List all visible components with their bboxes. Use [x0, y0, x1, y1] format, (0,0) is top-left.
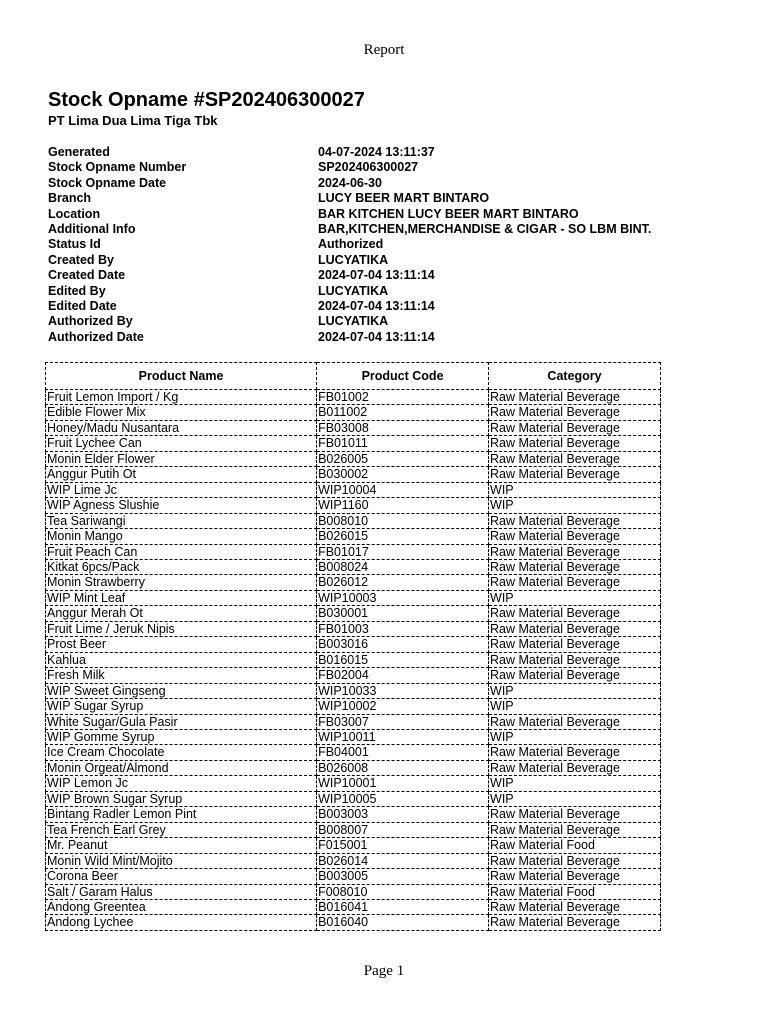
table-row — [46, 776, 661, 791]
meta-row — [48, 253, 668, 268]
table-row — [46, 559, 661, 574]
product-code-cell: B030001 — [317, 606, 489, 621]
table-row — [46, 915, 661, 930]
table-row — [46, 436, 661, 451]
product-code-cell: F015001 — [317, 838, 489, 853]
meta-value: LUCYATIKA — [318, 283, 389, 298]
product-code-cell: WIP10002 — [317, 699, 489, 714]
product-code-cell: WIP10011 — [317, 729, 489, 744]
meta-label: Edited By — [48, 283, 106, 298]
meta-label: Generated — [48, 145, 110, 159]
metadata-section — [48, 145, 668, 345]
table-row — [46, 390, 661, 405]
product-code-cell: B026015 — [317, 529, 489, 544]
table-header-row — [46, 363, 661, 390]
meta-label: Stock Opname Date — [48, 175, 167, 190]
product-code-cell: B026005 — [317, 451, 489, 466]
product-code-cell: B008010 — [317, 513, 489, 528]
meta-row — [48, 299, 668, 314]
meta-label: Stock Opname Number — [48, 160, 187, 175]
meta-label: Authorized By — [48, 314, 133, 329]
product-code-cell: FB04001 — [317, 745, 489, 760]
meta-label: Edited Date — [48, 298, 117, 313]
meta-label: Authorized Date — [48, 329, 144, 344]
product-code-cell: B003016 — [317, 637, 489, 652]
category-cell: Raw Material Beverage — [489, 544, 661, 559]
table-row — [46, 869, 661, 884]
product-name-cell: Salt / Garam Halus — [46, 884, 317, 899]
meta-row — [48, 191, 668, 206]
product-name-cell: WIP Sugar Syrup — [46, 699, 317, 714]
product-name-cell: Anggur Putih Ot — [46, 467, 317, 482]
product-code-cell: B016015 — [317, 652, 489, 667]
product-name-cell: Kahlua — [46, 652, 317, 667]
product-name-cell: WIP Mint Leaf — [46, 590, 317, 605]
category-cell: Raw Material Beverage — [489, 915, 661, 930]
meta-row — [48, 314, 668, 329]
category-cell: Raw Material Beverage — [489, 451, 661, 466]
category-cell: Raw Material Beverage — [489, 668, 661, 683]
product-code-cell: B026012 — [317, 575, 489, 590]
product-code-cell: B003005 — [317, 869, 489, 884]
product-code-cell: B016041 — [317, 899, 489, 914]
meta-value: SP202406300027 — [318, 160, 419, 175]
meta-row — [48, 268, 668, 283]
category-cell: WIP — [489, 590, 661, 605]
product-name-cell: Andong Lychee — [46, 915, 317, 930]
table-body — [46, 390, 661, 931]
product-code-cell: B016040 — [317, 915, 489, 930]
table-row — [46, 699, 661, 714]
product-name-cell: WIP Lemon Jc — [46, 776, 317, 791]
stock-table — [45, 362, 661, 931]
meta-label: Status Id — [48, 237, 101, 252]
table-row — [46, 745, 661, 760]
category-cell: WIP — [489, 498, 661, 513]
category-cell: Raw Material Beverage — [489, 621, 661, 636]
category-cell: WIP — [489, 482, 661, 497]
table-row — [46, 884, 661, 899]
product-code-cell: FB03007 — [317, 714, 489, 729]
meta-row — [48, 284, 668, 299]
table-row — [46, 575, 661, 590]
product-code-cell: WIP10001 — [317, 776, 489, 791]
table-row — [46, 652, 661, 667]
category-cell: WIP — [489, 683, 661, 698]
category-cell: Raw Material Beverage — [489, 869, 661, 884]
product-name-cell: Monin Elder Flower — [46, 451, 317, 466]
product-name-cell: White Sugar/Gula Pasir — [46, 714, 317, 729]
meta-row — [48, 222, 668, 237]
category-cell: Raw Material Beverage — [489, 390, 661, 405]
category-cell: Raw Material Beverage — [489, 575, 661, 590]
meta-label: Additional Info — [48, 221, 136, 236]
meta-label: Location — [48, 206, 101, 221]
product-name-cell: Monin Strawberry — [46, 575, 317, 590]
table-row — [46, 544, 661, 559]
product-code-cell: FB02004 — [317, 668, 489, 683]
category-cell: Raw Material Beverage — [489, 760, 661, 775]
table-row — [46, 807, 661, 822]
product-code-cell: FB01003 — [317, 621, 489, 636]
column-header-product-name: Product Name — [46, 363, 317, 390]
table-row — [46, 529, 661, 544]
product-name-cell: Fruit Lemon Import / Kg — [46, 390, 317, 405]
meta-value: 2024-07-04 13:11:14 — [318, 298, 435, 313]
product-code-cell: FB01002 — [317, 390, 489, 405]
company-name: PT Lima Dua Lima Tiga Tbk — [48, 113, 218, 128]
product-name-cell: WIP Sweet Gingseng — [46, 683, 317, 698]
category-cell: Raw Material Beverage — [489, 807, 661, 822]
product-name-cell: Tea French Earl Grey — [46, 822, 317, 837]
table-row — [46, 467, 661, 482]
product-name-cell: WIP Brown Sugar Syrup — [46, 791, 317, 806]
table-row — [46, 853, 661, 868]
category-cell: Raw Material Beverage — [489, 652, 661, 667]
category-cell: Raw Material Beverage — [489, 822, 661, 837]
meta-value: Authorized — [318, 237, 384, 252]
table-row — [46, 498, 661, 513]
product-name-cell: Fruit Peach Can — [46, 544, 317, 559]
meta-value: LUCY BEER MART BINTARO — [318, 191, 490, 206]
meta-value: 2024-06-30 — [318, 175, 382, 190]
product-code-cell: FB01017 — [317, 544, 489, 559]
product-code-cell: B026008 — [317, 760, 489, 775]
product-code-cell: B008007 — [317, 822, 489, 837]
product-name-cell: Kitkat 6pcs/Pack — [46, 559, 317, 574]
meta-value: 04-07-2024 13:11:37 — [318, 145, 435, 159]
category-cell: Raw Material Food — [489, 838, 661, 853]
product-code-cell: B011002 — [317, 405, 489, 420]
product-name-cell: WIP Lime Jc — [46, 482, 317, 497]
column-header-category: Category — [489, 363, 661, 390]
category-cell: Raw Material Beverage — [489, 899, 661, 914]
product-code-cell: F008010 — [317, 884, 489, 899]
product-code-cell: FB03008 — [317, 420, 489, 435]
category-cell: Raw Material Beverage — [489, 637, 661, 652]
product-name-cell: WIP Gomme Syrup — [46, 729, 317, 744]
product-name-cell: Ice Cream Chocolate — [46, 745, 317, 760]
page-header: Report — [363, 42, 405, 58]
product-name-cell: Monin Wild Mint/Mojito — [46, 853, 317, 868]
meta-value: BAR KITCHEN LUCY BEER MART BINTARO — [318, 206, 579, 221]
category-cell: Raw Material Beverage — [489, 559, 661, 574]
product-name-cell: WIP Agness Slushie — [46, 498, 317, 513]
meta-label: Created By — [48, 252, 114, 267]
category-cell: WIP — [489, 699, 661, 714]
meta-value: 2024-07-04 13:11:14 — [318, 329, 435, 344]
category-cell: WIP — [489, 791, 661, 806]
table-row — [46, 668, 661, 683]
category-cell: Raw Material Beverage — [489, 436, 661, 451]
table-row — [46, 621, 661, 636]
meta-label: Branch — [48, 191, 92, 206]
meta-row — [48, 160, 668, 175]
table-row — [46, 791, 661, 806]
table-row — [46, 513, 661, 528]
table-row — [46, 420, 661, 435]
product-name-cell: Monin Orgeat/Almond — [46, 760, 317, 775]
category-cell: Raw Material Beverage — [489, 529, 661, 544]
category-cell: Raw Material Beverage — [489, 513, 661, 528]
table-row — [46, 405, 661, 420]
category-cell: Raw Material Food — [489, 884, 661, 899]
meta-row — [48, 330, 668, 345]
category-cell: Raw Material Beverage — [489, 714, 661, 729]
product-code-cell: WIP10003 — [317, 590, 489, 605]
product-code-cell: WIP10005 — [317, 791, 489, 806]
table-row — [46, 760, 661, 775]
table-row — [46, 838, 661, 853]
product-code-cell: B003003 — [317, 807, 489, 822]
page-title: Stock Opname #SP202406300027 — [48, 89, 365, 111]
table-row — [46, 451, 661, 466]
category-cell: Raw Material Beverage — [489, 853, 661, 868]
table-row — [46, 714, 661, 729]
product-name-cell: Fruit Lime / Jeruk Nipis — [46, 621, 317, 636]
meta-value: LUCYATIKA — [318, 314, 389, 329]
category-cell: Raw Material Beverage — [489, 606, 661, 621]
product-code-cell: B008024 — [317, 559, 489, 574]
product-code-cell: WIP1160 — [317, 498, 489, 513]
product-name-cell: Tea Sariwangi — [46, 513, 317, 528]
product-code-cell: WIP10033 — [317, 683, 489, 698]
category-cell: Raw Material Beverage — [489, 420, 661, 435]
table-row — [46, 729, 661, 744]
product-name-cell: Corona Beer — [46, 869, 317, 884]
page-footer: Page 1 — [363, 963, 405, 979]
meta-row — [48, 237, 668, 252]
product-code-cell: WIP10004 — [317, 482, 489, 497]
product-code-cell: B026014 — [317, 853, 489, 868]
product-name-cell: Bintang Radler Lemon Pint — [46, 807, 317, 822]
table-row — [46, 606, 661, 621]
product-code-cell: B030002 — [317, 467, 489, 482]
meta-value: BAR,KITCHEN,MERCHANDISE & CIGAR - SO LBM BINT. — [318, 221, 652, 236]
product-name-cell: Honey/Madu Nusantara — [46, 420, 317, 435]
meta-row — [48, 207, 668, 222]
product-name-cell: Monin Mango — [46, 529, 317, 544]
category-cell: WIP — [489, 729, 661, 744]
product-name-cell: Prost Beer — [46, 637, 317, 652]
category-cell: Raw Material Beverage — [489, 405, 661, 420]
meta-label: Created Date — [48, 268, 126, 283]
product-code-cell: FB01011 — [317, 436, 489, 451]
product-name-cell: Fresh Milk — [46, 668, 317, 683]
table-row — [46, 590, 661, 605]
column-header-product-code: Product Code — [317, 363, 489, 390]
product-name-cell: Anggur Merah Ot — [46, 606, 317, 621]
meta-value: 2024-07-04 13:11:14 — [318, 268, 435, 283]
category-cell: WIP — [489, 776, 661, 791]
product-name-cell: Mr. Peanut — [46, 838, 317, 853]
meta-row — [48, 176, 668, 191]
category-cell: Raw Material Beverage — [489, 467, 661, 482]
product-name-cell: Andong Greentea — [46, 899, 317, 914]
product-name-cell: Edible Flower Mix — [46, 405, 317, 420]
meta-value: LUCYATIKA — [318, 252, 389, 267]
category-cell: Raw Material Beverage — [489, 745, 661, 760]
table-row — [46, 683, 661, 698]
table-row — [46, 637, 661, 652]
table-row — [46, 822, 661, 837]
meta-row — [48, 145, 668, 160]
table-row — [46, 482, 661, 497]
product-name-cell: Fruit Lychee Can — [46, 436, 317, 451]
table-row — [46, 899, 661, 914]
